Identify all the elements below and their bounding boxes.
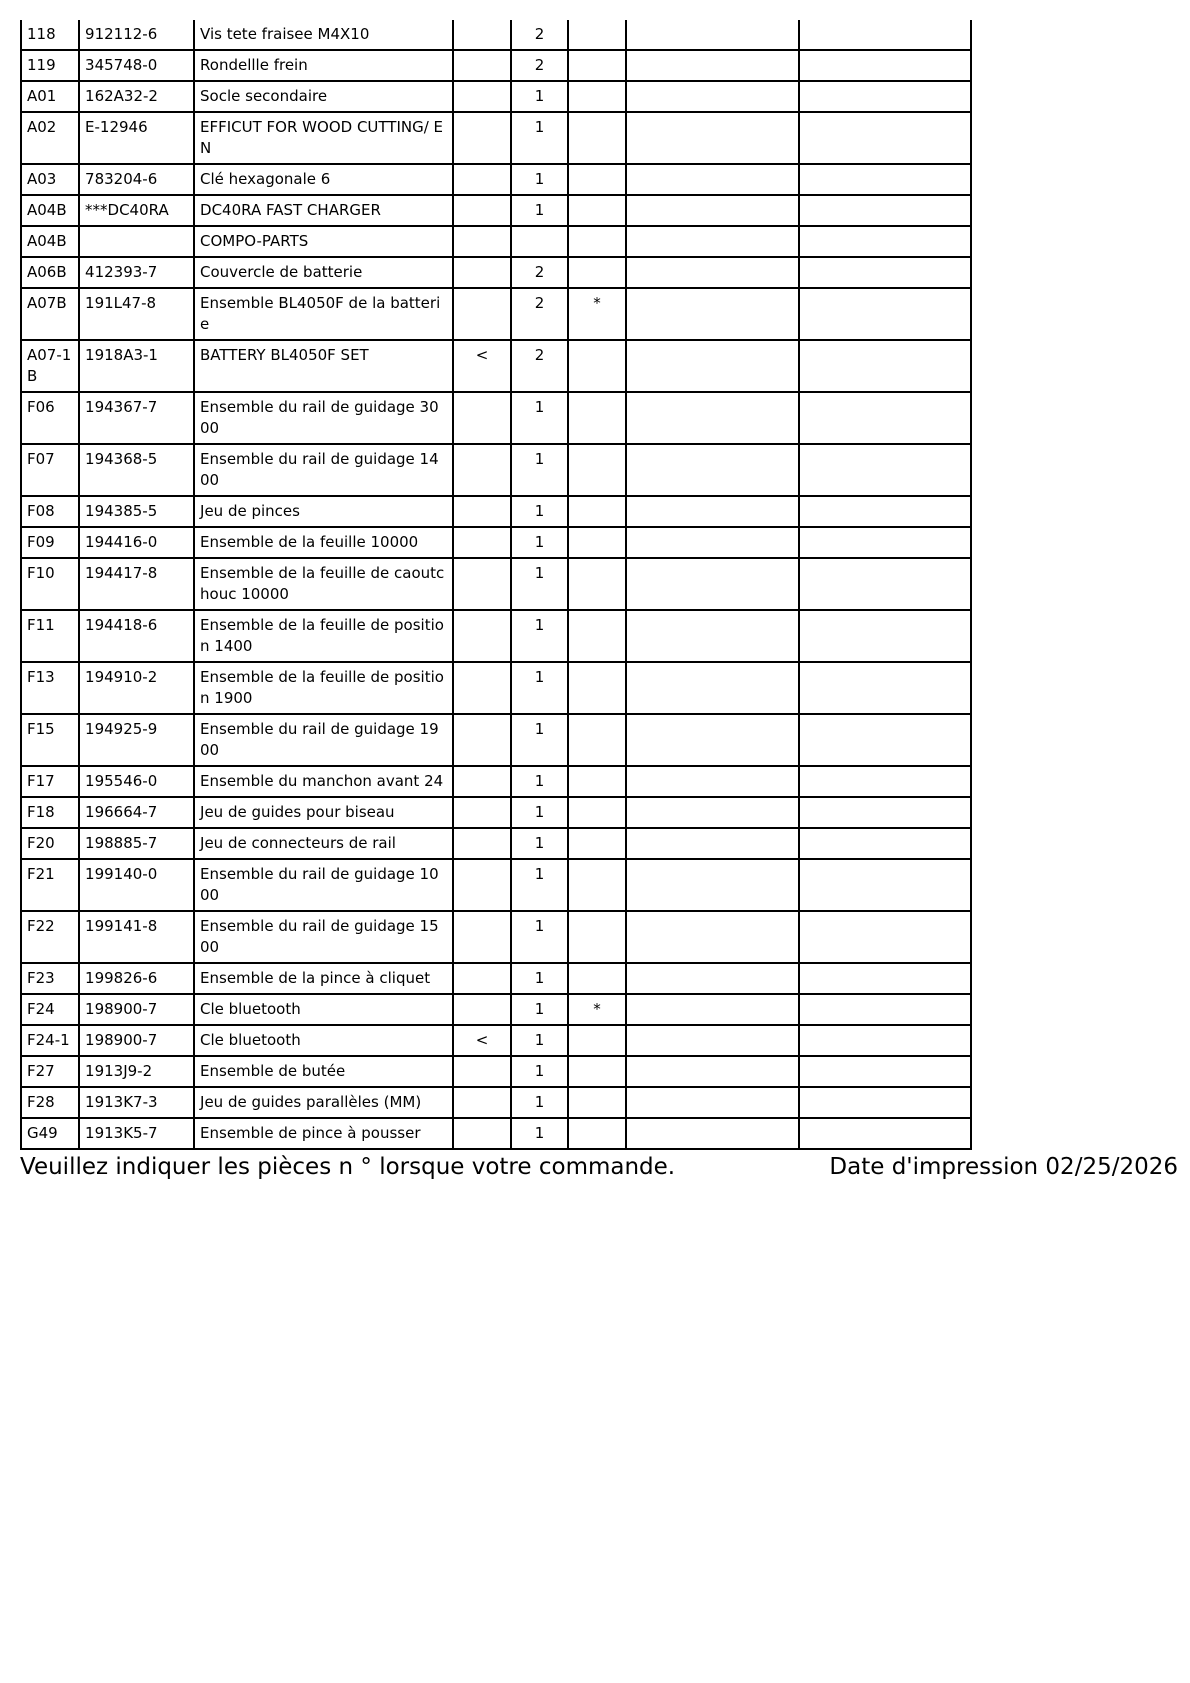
cell-note bbox=[453, 828, 511, 859]
cell-position: A06B bbox=[21, 257, 79, 288]
cell-position: F28 bbox=[21, 1087, 79, 1118]
cell-part-number: 196664-7 bbox=[79, 797, 194, 828]
cell-position: F24-1 bbox=[21, 1025, 79, 1056]
cell-position: A07-1B bbox=[21, 340, 79, 392]
cell-empty bbox=[626, 257, 799, 288]
table-row bbox=[21, 288, 971, 340]
print-date: Date d'impression 02/25/2026 bbox=[829, 1154, 1178, 1180]
cell-empty bbox=[626, 226, 799, 257]
cell-empty bbox=[799, 195, 971, 226]
cell-part-number: 1918A3-1 bbox=[79, 340, 194, 392]
cell-empty bbox=[799, 164, 971, 195]
cell-empty bbox=[799, 288, 971, 340]
cell-note bbox=[453, 288, 511, 340]
cell-empty bbox=[626, 1118, 799, 1149]
cell-mark bbox=[568, 828, 626, 859]
cell-note bbox=[453, 1056, 511, 1087]
cell-position: F18 bbox=[21, 797, 79, 828]
cell-empty bbox=[799, 50, 971, 81]
parts-table-body bbox=[21, 20, 971, 1149]
table-row bbox=[21, 226, 971, 257]
cell-mark bbox=[568, 859, 626, 911]
cell-part-number: 194418-6 bbox=[79, 610, 194, 662]
cell-empty bbox=[626, 766, 799, 797]
cell-quantity: 1 bbox=[511, 610, 568, 662]
cell-mark bbox=[568, 81, 626, 112]
cell-note bbox=[453, 766, 511, 797]
cell-description: Ensemble de la feuille de position 1400 bbox=[194, 610, 453, 662]
cell-quantity: 2 bbox=[511, 340, 568, 392]
cell-part-number: 194417-8 bbox=[79, 558, 194, 610]
cell-part-number: 912112-6 bbox=[79, 20, 194, 50]
table-row bbox=[21, 81, 971, 112]
table-row bbox=[21, 195, 971, 226]
cell-empty bbox=[626, 1056, 799, 1087]
cell-mark bbox=[568, 558, 626, 610]
cell-description: Ensemble du manchon avant 24 bbox=[194, 766, 453, 797]
cell-empty bbox=[626, 1025, 799, 1056]
cell-empty bbox=[626, 797, 799, 828]
cell-empty bbox=[799, 859, 971, 911]
cell-empty bbox=[799, 444, 971, 496]
cell-note bbox=[453, 81, 511, 112]
cell-empty bbox=[626, 527, 799, 558]
cell-part-number: 345748-0 bbox=[79, 50, 194, 81]
cell-description: Ensemble de la feuille de position 1900 bbox=[194, 662, 453, 714]
cell-mark bbox=[568, 1087, 626, 1118]
cell-position: A07B bbox=[21, 288, 79, 340]
cell-empty bbox=[799, 340, 971, 392]
cell-description: Ensemble du rail de guidage 3000 bbox=[194, 392, 453, 444]
table-row bbox=[21, 340, 971, 392]
cell-part-number: 198885-7 bbox=[79, 828, 194, 859]
cell-position: F10 bbox=[21, 558, 79, 610]
cell-empty bbox=[799, 226, 971, 257]
cell-note bbox=[453, 444, 511, 496]
cell-empty bbox=[626, 444, 799, 496]
table-row bbox=[21, 50, 971, 81]
table-row bbox=[21, 610, 971, 662]
cell-mark bbox=[568, 610, 626, 662]
cell-note bbox=[453, 610, 511, 662]
cell-part-number: 191L47-8 bbox=[79, 288, 194, 340]
cell-position: A01 bbox=[21, 81, 79, 112]
cell-note bbox=[453, 20, 511, 50]
cell-empty bbox=[799, 1087, 971, 1118]
cell-description: Ensemble du rail de guidage 1900 bbox=[194, 714, 453, 766]
cell-empty bbox=[799, 81, 971, 112]
cell-note: < bbox=[453, 340, 511, 392]
cell-position: A04B bbox=[21, 226, 79, 257]
cell-part-number: 198900-7 bbox=[79, 1025, 194, 1056]
cell-position: G49 bbox=[21, 1118, 79, 1149]
cell-quantity: 2 bbox=[511, 288, 568, 340]
cell-mark bbox=[568, 20, 626, 50]
cell-empty bbox=[626, 112, 799, 164]
cell-mark bbox=[568, 112, 626, 164]
cell-mark bbox=[568, 714, 626, 766]
cell-empty bbox=[799, 797, 971, 828]
cell-empty bbox=[626, 288, 799, 340]
cell-quantity: 1 bbox=[511, 496, 568, 527]
cell-part-number: 199826-6 bbox=[79, 963, 194, 994]
cell-part-number: 194367-7 bbox=[79, 392, 194, 444]
cell-description: Ensemble de butée bbox=[194, 1056, 453, 1087]
cell-empty bbox=[626, 340, 799, 392]
cell-quantity: 1 bbox=[511, 1087, 568, 1118]
cell-quantity: 1 bbox=[511, 527, 568, 558]
table-row bbox=[21, 558, 971, 610]
table-row bbox=[21, 963, 971, 994]
cell-empty bbox=[799, 610, 971, 662]
cell-quantity: 1 bbox=[511, 662, 568, 714]
cell-mark bbox=[568, 392, 626, 444]
cell-empty bbox=[626, 911, 799, 963]
cell-empty bbox=[799, 911, 971, 963]
cell-quantity: 1 bbox=[511, 963, 568, 994]
cell-empty bbox=[799, 828, 971, 859]
table-row bbox=[21, 714, 971, 766]
table-row bbox=[21, 392, 971, 444]
cell-part-number: 783204-6 bbox=[79, 164, 194, 195]
cell-note bbox=[453, 195, 511, 226]
cell-position: F11 bbox=[21, 610, 79, 662]
cell-mark bbox=[568, 496, 626, 527]
cell-empty bbox=[626, 610, 799, 662]
cell-empty bbox=[799, 714, 971, 766]
cell-part-number: 162A32-2 bbox=[79, 81, 194, 112]
cell-quantity: 1 bbox=[511, 392, 568, 444]
cell-part-number: 198900-7 bbox=[79, 994, 194, 1025]
cell-note bbox=[453, 558, 511, 610]
cell-mark bbox=[568, 444, 626, 496]
cell-quantity: 2 bbox=[511, 50, 568, 81]
cell-part-number: 195546-0 bbox=[79, 766, 194, 797]
table-row bbox=[21, 20, 971, 50]
cell-description: Rondellle frein bbox=[194, 50, 453, 81]
cell-empty bbox=[799, 963, 971, 994]
cell-note bbox=[453, 859, 511, 911]
cell-part-number: 1913J9-2 bbox=[79, 1056, 194, 1087]
cell-quantity: 1 bbox=[511, 558, 568, 610]
cell-quantity: 1 bbox=[511, 859, 568, 911]
cell-note bbox=[453, 527, 511, 558]
cell-empty bbox=[626, 195, 799, 226]
cell-description: Ensemble du rail de guidage 1400 bbox=[194, 444, 453, 496]
cell-description: Ensemble BL4050F de la batterie bbox=[194, 288, 453, 340]
cell-description: Vis tete fraisee M4X10 bbox=[194, 20, 453, 50]
cell-mark bbox=[568, 766, 626, 797]
cell-description: Jeu de guides pour biseau bbox=[194, 797, 453, 828]
cell-part-number bbox=[79, 226, 194, 257]
table-row bbox=[21, 496, 971, 527]
table-row bbox=[21, 444, 971, 496]
cell-empty bbox=[799, 392, 971, 444]
cell-note bbox=[453, 994, 511, 1025]
cell-part-number: 194925-9 bbox=[79, 714, 194, 766]
cell-empty bbox=[799, 1056, 971, 1087]
table-row bbox=[21, 911, 971, 963]
parts-table bbox=[20, 20, 972, 1150]
cell-part-number: 194368-5 bbox=[79, 444, 194, 496]
cell-empty bbox=[799, 1025, 971, 1056]
cell-description: Jeu de pinces bbox=[194, 496, 453, 527]
cell-note bbox=[453, 392, 511, 444]
cell-quantity: 1 bbox=[511, 714, 568, 766]
table-row bbox=[21, 1056, 971, 1087]
cell-empty bbox=[626, 963, 799, 994]
cell-note bbox=[453, 963, 511, 994]
cell-position: F21 bbox=[21, 859, 79, 911]
cell-position: F20 bbox=[21, 828, 79, 859]
cell-part-number: 1913K5-7 bbox=[79, 1118, 194, 1149]
cell-empty bbox=[799, 527, 971, 558]
cell-empty bbox=[799, 994, 971, 1025]
cell-part-number: ***DC40RA bbox=[79, 195, 194, 226]
cell-mark bbox=[568, 1118, 626, 1149]
cell-position: A04B bbox=[21, 195, 79, 226]
cell-description: Ensemble de la feuille 10000 bbox=[194, 527, 453, 558]
cell-part-number: E-12946 bbox=[79, 112, 194, 164]
cell-quantity: 1 bbox=[511, 81, 568, 112]
cell-empty bbox=[799, 20, 971, 50]
cell-empty bbox=[626, 714, 799, 766]
cell-description: Ensemble du rail de guidage 1000 bbox=[194, 859, 453, 911]
cell-quantity: 1 bbox=[511, 994, 568, 1025]
cell-empty bbox=[626, 50, 799, 81]
cell-mark: * bbox=[568, 994, 626, 1025]
cell-quantity: 1 bbox=[511, 911, 568, 963]
cell-note bbox=[453, 1118, 511, 1149]
cell-note bbox=[453, 1087, 511, 1118]
cell-quantity bbox=[511, 226, 568, 257]
cell-empty bbox=[799, 766, 971, 797]
cell-quantity: 1 bbox=[511, 828, 568, 859]
cell-mark bbox=[568, 662, 626, 714]
cell-description: Couvercle de batterie bbox=[194, 257, 453, 288]
cell-quantity: 2 bbox=[511, 20, 568, 50]
table-row bbox=[21, 797, 971, 828]
cell-empty bbox=[626, 859, 799, 911]
cell-mark bbox=[568, 1025, 626, 1056]
cell-description: Ensemble de pince à pousser bbox=[194, 1118, 453, 1149]
table-row bbox=[21, 994, 971, 1025]
table-row bbox=[21, 257, 971, 288]
cell-note bbox=[453, 50, 511, 81]
cell-note bbox=[453, 496, 511, 527]
cell-mark bbox=[568, 257, 626, 288]
table-row bbox=[21, 662, 971, 714]
cell-empty bbox=[626, 164, 799, 195]
cell-position: F09 bbox=[21, 527, 79, 558]
cell-empty bbox=[626, 994, 799, 1025]
cell-quantity: 2 bbox=[511, 257, 568, 288]
cell-empty bbox=[626, 828, 799, 859]
cell-part-number: 194910-2 bbox=[79, 662, 194, 714]
table-row bbox=[21, 828, 971, 859]
cell-description: Ensemble de la feuille de caoutchouc 10000 bbox=[194, 558, 453, 610]
cell-position: F22 bbox=[21, 911, 79, 963]
cell-empty bbox=[626, 81, 799, 112]
cell-empty bbox=[626, 392, 799, 444]
cell-mark bbox=[568, 527, 626, 558]
cell-note bbox=[453, 714, 511, 766]
cell-empty bbox=[626, 496, 799, 527]
cell-position: F08 bbox=[21, 496, 79, 527]
cell-position: F15 bbox=[21, 714, 79, 766]
cell-mark bbox=[568, 963, 626, 994]
cell-position: A03 bbox=[21, 164, 79, 195]
cell-description: COMPO-PARTS bbox=[194, 226, 453, 257]
cell-empty bbox=[799, 496, 971, 527]
cell-description: Cle bluetooth bbox=[194, 994, 453, 1025]
cell-mark bbox=[568, 911, 626, 963]
cell-position: F06 bbox=[21, 392, 79, 444]
cell-note bbox=[453, 226, 511, 257]
cell-note bbox=[453, 257, 511, 288]
cell-quantity: 1 bbox=[511, 1118, 568, 1149]
cell-description: BATTERY BL4050F SET bbox=[194, 340, 453, 392]
cell-note bbox=[453, 911, 511, 963]
cell-quantity: 1 bbox=[511, 444, 568, 496]
cell-note: < bbox=[453, 1025, 511, 1056]
cell-note bbox=[453, 112, 511, 164]
cell-description: Cle bluetooth bbox=[194, 1025, 453, 1056]
cell-description: Clé hexagonale 6 bbox=[194, 164, 453, 195]
cell-position: 118 bbox=[21, 20, 79, 50]
cell-note bbox=[453, 164, 511, 195]
cell-quantity: 1 bbox=[511, 195, 568, 226]
cell-position: F17 bbox=[21, 766, 79, 797]
cell-mark: * bbox=[568, 288, 626, 340]
cell-position: F23 bbox=[21, 963, 79, 994]
table-row bbox=[21, 164, 971, 195]
cell-part-number: 194416-0 bbox=[79, 527, 194, 558]
cell-description: DC40RA FAST CHARGER bbox=[194, 195, 453, 226]
cell-description: Socle secondaire bbox=[194, 81, 453, 112]
cell-mark bbox=[568, 340, 626, 392]
cell-quantity: 1 bbox=[511, 112, 568, 164]
cell-position: F24 bbox=[21, 994, 79, 1025]
cell-mark bbox=[568, 226, 626, 257]
cell-quantity: 1 bbox=[511, 164, 568, 195]
cell-mark bbox=[568, 164, 626, 195]
cell-empty bbox=[799, 1118, 971, 1149]
cell-part-number: 412393-7 bbox=[79, 257, 194, 288]
cell-empty bbox=[799, 257, 971, 288]
cell-quantity: 1 bbox=[511, 797, 568, 828]
table-row bbox=[21, 859, 971, 911]
cell-description: Jeu de connecteurs de rail bbox=[194, 828, 453, 859]
cell-mark bbox=[568, 195, 626, 226]
order-instruction-note: Veuillez indiquer les pièces n ° lorsque votre commande. bbox=[20, 1154, 676, 1180]
cell-description: Jeu de guides parallèles (MM) bbox=[194, 1087, 453, 1118]
cell-part-number: 1913K7-3 bbox=[79, 1087, 194, 1118]
cell-part-number: 199140-0 bbox=[79, 859, 194, 911]
cell-part-number: 194385-5 bbox=[79, 496, 194, 527]
cell-description: EFFICUT FOR WOOD CUTTING/ EN bbox=[194, 112, 453, 164]
table-row bbox=[21, 112, 971, 164]
table-row bbox=[21, 766, 971, 797]
cell-position: F07 bbox=[21, 444, 79, 496]
cell-note bbox=[453, 662, 511, 714]
cell-empty bbox=[626, 662, 799, 714]
cell-empty bbox=[626, 20, 799, 50]
cell-empty bbox=[626, 558, 799, 610]
cell-empty bbox=[626, 1087, 799, 1118]
cell-empty bbox=[799, 662, 971, 714]
table-row bbox=[21, 527, 971, 558]
cell-position: F13 bbox=[21, 662, 79, 714]
table-row bbox=[21, 1025, 971, 1056]
cell-mark bbox=[568, 1056, 626, 1087]
cell-position: A02 bbox=[21, 112, 79, 164]
cell-part-number: 199141-8 bbox=[79, 911, 194, 963]
cell-quantity: 1 bbox=[511, 1056, 568, 1087]
table-row bbox=[21, 1118, 971, 1149]
cell-position: F27 bbox=[21, 1056, 79, 1087]
cell-quantity: 1 bbox=[511, 766, 568, 797]
cell-note bbox=[453, 797, 511, 828]
cell-empty bbox=[799, 558, 971, 610]
cell-description: Ensemble du rail de guidage 1500 bbox=[194, 911, 453, 963]
cell-description: Ensemble de la pince à cliquet bbox=[194, 963, 453, 994]
table-row bbox=[21, 1087, 971, 1118]
cell-quantity: 1 bbox=[511, 1025, 568, 1056]
cell-empty bbox=[799, 112, 971, 164]
cell-position: 119 bbox=[21, 50, 79, 81]
cell-mark bbox=[568, 797, 626, 828]
cell-mark bbox=[568, 50, 626, 81]
